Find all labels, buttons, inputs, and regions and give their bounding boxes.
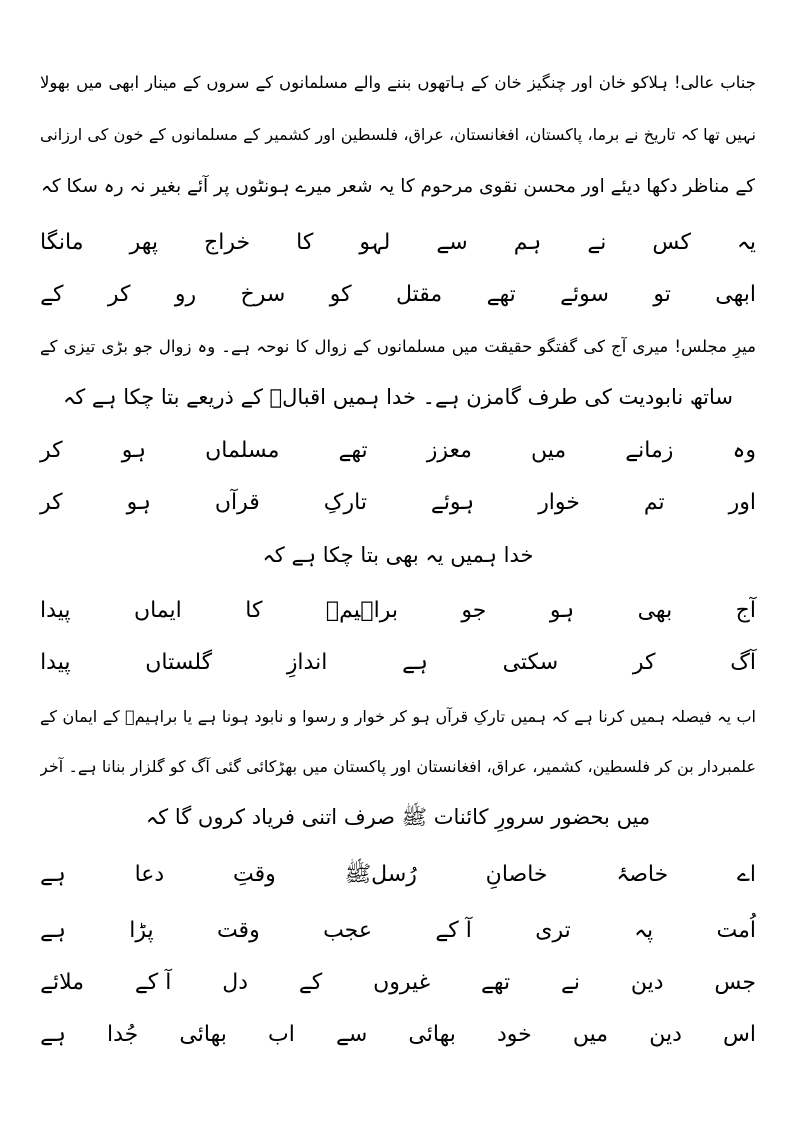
verse-word: پہ [634, 918, 654, 943]
verse-word: خراج [204, 230, 251, 255]
verse-word: مانگا [40, 230, 84, 255]
verse-word: بھائی [179, 1022, 227, 1047]
verse-word: رُسلﷺ [344, 862, 417, 887]
verse-word: کر [40, 490, 63, 515]
verse-word: کر [107, 282, 131, 307]
verse-word: خاصۂ [616, 862, 669, 887]
verse-word: سوئے [560, 282, 609, 307]
verse-word: بھی [637, 598, 673, 623]
verse-line [40, 966, 756, 1000]
verse-word: میں [572, 1022, 609, 1047]
verse-line [40, 858, 756, 892]
verse-word: خاصانِ [485, 862, 548, 887]
verse-word: سرخ [240, 282, 286, 307]
verse-word: ہم [513, 230, 542, 255]
verse-word: دین [649, 1022, 682, 1047]
verse-word: جُدا [107, 1022, 139, 1047]
paragraph-line: کے مناظر دکھا دیئے اور محسن نقوی مرحوم کا یہ شعر میرے ہونٹوں پر آئے بغیر نہ رہ سکا کہ [40, 176, 755, 197]
verse-word: پھر [129, 230, 158, 255]
verse-word: ایماں [133, 598, 182, 623]
verse-word: تھے [338, 438, 368, 463]
paragraph-line: علمبردار بن کر فلسطین، کشمیر، عراق، افغانستان اور پاکستان میں بھڑکائی گئی آگ کو گلزار بنانا ہے۔ آخر [40, 757, 756, 776]
verse-word: پیدا [40, 650, 71, 675]
verse-word: اُمت [716, 918, 756, 943]
verse-word: وقت [216, 918, 260, 943]
verse-word: پڑا [129, 918, 154, 943]
verse-word: آ کے [134, 970, 172, 995]
verse-word: ہے [40, 862, 66, 887]
verse-word: سے [436, 230, 468, 255]
verse-word: کا [245, 598, 263, 623]
verse-word: جو [461, 598, 487, 623]
verse-word: تارکِ [323, 490, 367, 515]
verse-word: پیدا [40, 598, 71, 623]
paragraph-line: میں بحضور سرورِ کائنات ﷺ صرف اتنی فریاد کروں گا کہ [145, 805, 651, 829]
verse-line [40, 278, 756, 312]
verse-word: کر [40, 438, 63, 463]
verse-word: ہے [402, 650, 428, 675]
verse-line [40, 646, 756, 680]
verse-word: خوار [538, 490, 580, 515]
verse-line [40, 594, 756, 628]
verse-word: براہیمؑ [325, 598, 398, 623]
verse-word: یہ [736, 230, 756, 255]
verse-word: تھے [486, 282, 516, 307]
verse-word: تھے [480, 970, 511, 995]
verse-word: ہو [121, 438, 147, 463]
verse-line [40, 226, 756, 260]
verse-word: ابھی [715, 282, 756, 307]
verse-word: کو [329, 282, 352, 307]
verse-word: نے [587, 230, 607, 255]
verse-word: اب [267, 1022, 295, 1047]
verse-word: کے [298, 970, 323, 995]
verse-word: آ کے [435, 918, 472, 943]
verse-word: ملائے [40, 970, 85, 995]
verse-word: عجب [323, 918, 373, 943]
verse-word: ہو [126, 490, 151, 515]
verse-word: مقتل [395, 282, 443, 307]
verse-word: میں [531, 438, 567, 463]
verse-word: دل [222, 970, 248, 995]
verse-word: دین [630, 970, 664, 995]
verse-word: معزز [426, 438, 472, 463]
verse-word: قرآں [214, 490, 260, 515]
paragraph-line: ساتھ نابودیت کی طرف گامزن ہے۔ خدا ہمیں اقبالؒ کے ذریعے بتا چکا ہے کہ [62, 385, 734, 409]
paragraph-line: میرِ مجلس! میری آج کی گفتگو حقیقت میں مسلمانوں کے زوال کا نوحہ ہے۔ وہ زوال جو بڑی تیزی کے [40, 337, 756, 356]
verse-word: اور [728, 490, 756, 515]
verse-word: اے [736, 862, 756, 887]
paragraph-line: خدا ہمیں یہ بھی بتا چکا ہے کہ [262, 543, 534, 567]
verse-word: اندازِ [286, 650, 328, 675]
verse-word: وہ [732, 438, 756, 463]
verse-word: خود [497, 1022, 532, 1047]
verse-word: تری [535, 918, 571, 943]
verse-word: رو [174, 282, 197, 307]
verse-word: وقتِ [233, 862, 276, 887]
verse-word: تو [653, 282, 671, 307]
verse-word: لہو [359, 230, 391, 255]
verse-word: بھائی [408, 1022, 456, 1047]
verse-word: کس [652, 230, 691, 255]
verse-word: مسلماں [205, 438, 280, 463]
verse-word: کر [632, 650, 656, 675]
verse-line [40, 914, 756, 948]
verse-word: ہے [40, 918, 66, 943]
verse-word: جس [714, 970, 756, 995]
verse-word: تم [643, 490, 665, 515]
paragraph-line: جناب عالی! ہلاکو خان اور چنگیز خان کے ہاتھوں بننے والے مسلمانوں کے سروں کے مینار ابھی میں بھولا [40, 73, 756, 92]
verse-word: ہے [40, 1022, 66, 1047]
verse-word: کے [40, 282, 64, 307]
verse-line [40, 486, 756, 520]
verse-word: سکتی [502, 650, 559, 675]
verse-word: سے [335, 1022, 368, 1047]
verse-word: ہوئے [430, 490, 475, 515]
verse-word: ہو [549, 598, 575, 623]
verse-word: کا [296, 230, 314, 255]
verse-word: غیروں [373, 970, 431, 995]
verse-word: نے [560, 970, 580, 995]
paragraph-line: نہیں تھا کہ تاریخ نے برما، پاکستان، افغانستان، عراق، فلسطین اور کشمیر کے مسلمانوں کے خون کی ارزانی [40, 125, 756, 144]
verse-word: زمانے [625, 438, 674, 463]
verse-word: اس [723, 1022, 756, 1047]
verse-word: دعا [134, 862, 165, 887]
verse-line [40, 1018, 756, 1052]
verse-word: آج [735, 598, 756, 623]
verse-line [40, 434, 756, 468]
paragraph-line: اب یہ فیصلہ ہمیں کرنا ہے کہ ہمیں تارکِ قرآں ہو کر خوار و رسوا و نابود ہونا ہے یا براہیمؑ کے ایمان کے [40, 707, 756, 726]
verse-word: آگ [730, 650, 756, 675]
verse-word: گلستاں [145, 650, 213, 675]
